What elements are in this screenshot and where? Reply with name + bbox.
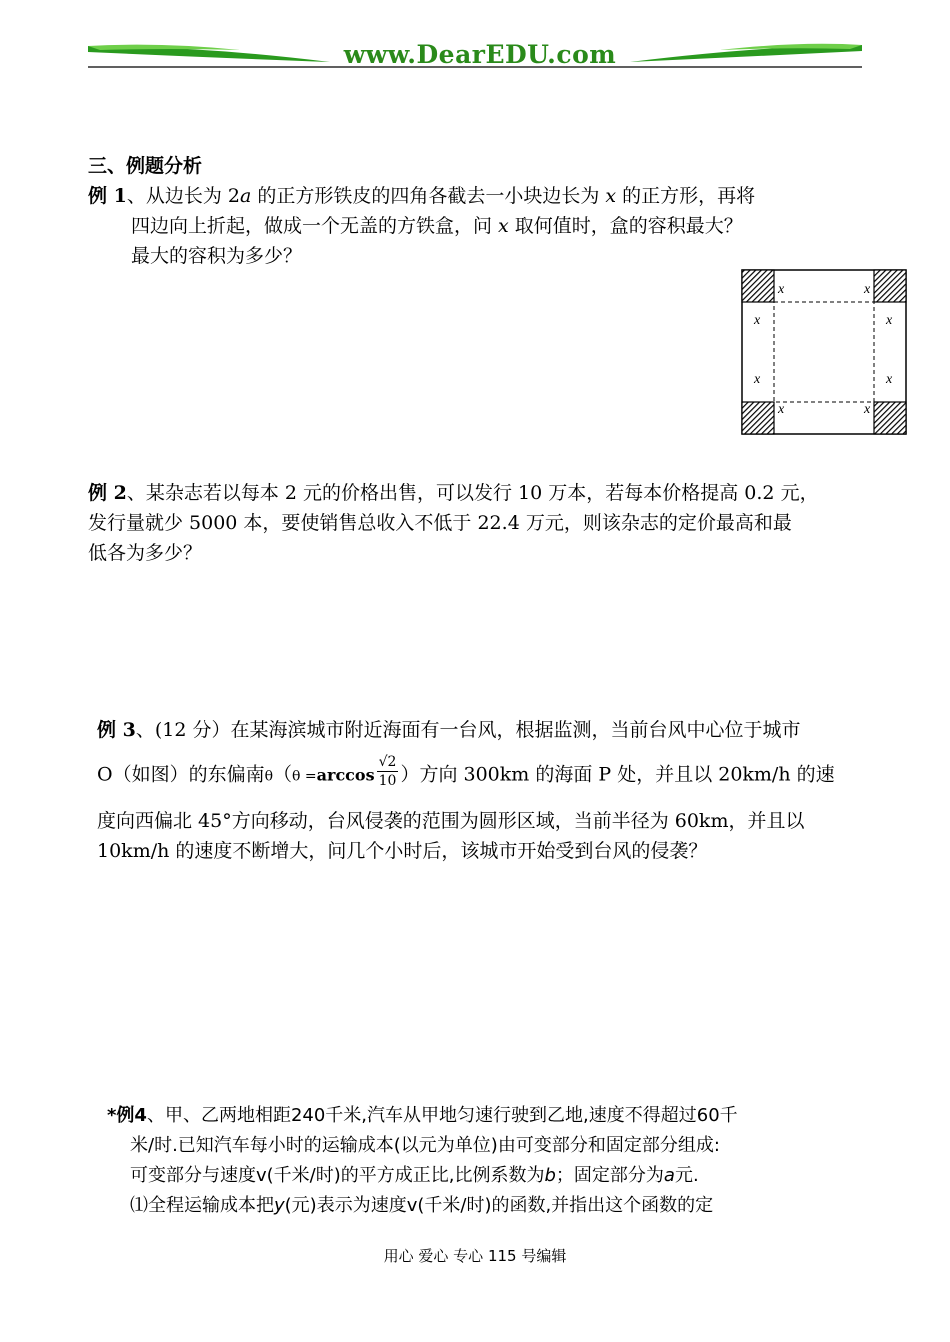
ex3-line2: O（如图）的东偏南θ（θ =arccos $\frac{√2}{10}$ ）方向 300km 的海面 P 处，并且以 20km/h 的速 — [97, 754, 835, 789]
ex1-label: 例 1 — [88, 185, 127, 207]
corner-square-br — [874, 402, 906, 434]
ex2-line1: 例 2、某杂志若以每本 2 元的价格出售，可以发行 10 万本，若每本价格提高 0.2 元， — [88, 482, 819, 504]
ex4-line1: *例4、甲、乙两地相距240千米,汽车从甲地匀速行驶到乙地,速度不得超过60千 — [107, 1105, 738, 1126]
ex3-line3: 度向西偏北 45°方向移动，台风侵袭的范围为圆形区域，当前半径为 60km，并且以 — [97, 810, 805, 832]
label-x-top-left: x — [778, 282, 785, 297]
ex2-line2: 发行量就少 5000 本，要使销售总收入不低于 22.4 万元，则该杂志的定价最高和最 — [88, 512, 792, 534]
label-x-left-upper: x — [754, 313, 761, 328]
ex2-label: 例 2 — [88, 482, 127, 504]
label-x-left-lower: x — [754, 372, 761, 387]
ex2-line3: 低各为多少？ — [88, 542, 203, 564]
label-x-bottom-left: x — [778, 402, 785, 417]
folding-box-diagram — [740, 268, 910, 438]
ex1-line1: 例 1、从边长为 2a 的正方形铁皮的四角各截去一小块边长为 x 的正方形，再将 — [88, 185, 756, 207]
ex3-label: 例 3 — [97, 719, 136, 741]
page-footer: 用心 爱心 专心 115 号编辑 — [383, 1247, 567, 1265]
arccos-fraction: $\frac{√2}{10}$ — [378, 754, 397, 789]
label-x-bottom-right: x — [864, 402, 871, 417]
label-x-right-lower: x — [886, 372, 893, 387]
fold-lines — [774, 302, 874, 402]
site-logo-text: www.DearEDU.com — [343, 40, 617, 69]
section-title: 三、例题分析 — [88, 155, 203, 177]
ex1-line3: 最大的容积为多少？ — [131, 245, 303, 267]
ex4-line2: 米/时.已知汽车每小时的运输成本(以元为单位)由可变部分和固定部分组成: — [130, 1135, 720, 1156]
ex3-line1: 例 3、(12 分）在某海滨城市附近海面有一台风，根据监测，当前台风中心位于城市 — [97, 719, 801, 741]
ex4-label: 例4 — [116, 1105, 147, 1126]
label-x-right-upper: x — [886, 313, 893, 328]
corner-square-bl — [742, 402, 774, 434]
ex3-line4: 10km/h 的速度不断增大，问几个小时后，该城市开始受到台风的侵袭？ — [97, 840, 708, 862]
ex4-line4: ⑴全程运输成本把y(元)表示为速度v(千米/时)的函数,并指出这个函数的定 — [130, 1195, 714, 1216]
ex4-line3: 可变部分与速度v(千米/时)的平方成正比,比例系数为b；固定部分为a元. — [130, 1165, 699, 1186]
ex1-line2: 四边向上折起，做成一个无盖的方铁盒，问 x 取何值时，盒的容积最大？ — [131, 215, 743, 237]
corner-square-tl — [742, 270, 774, 302]
corner-square-tr — [874, 270, 906, 302]
label-x-top-right: x — [864, 282, 871, 297]
